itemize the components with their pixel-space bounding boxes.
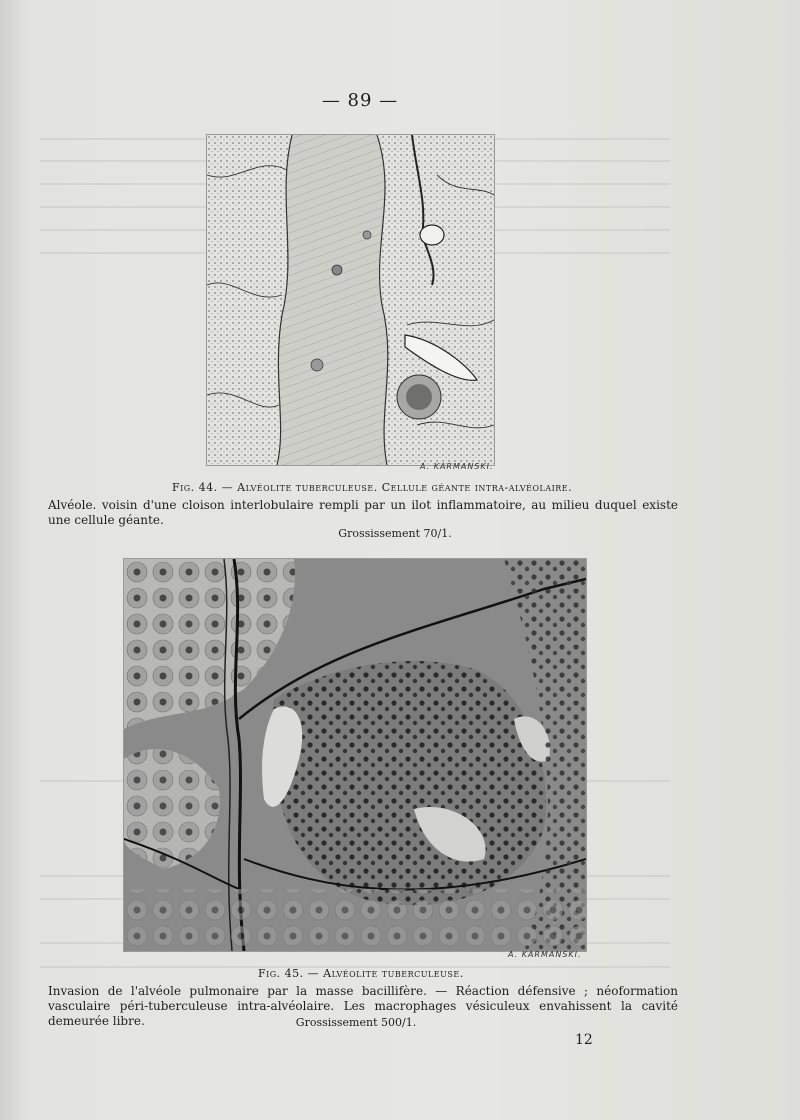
- fig45-label: Fig. 45. —: [258, 967, 320, 980]
- fig44-description: Alvéole. voisin d'une cloison interlobulaire rempli par un ilot inflammatoire, au milieu duquel existe une cellule géante.: [48, 498, 678, 527]
- fig45-description: Invasion de l'alvéole pulmonaire par la masse bacillifère. — Réaction défensive ; néoformation vasculaire péri-tuberculeuse intra-alvéolaire. Les macrophages vésiculeux envahissent la cavité demeurée libre.: [48, 984, 678, 1028]
- fig44-caption-title: [172, 481, 572, 494]
- fig44-illustration: [206, 134, 495, 466]
- fig44-title: Alvéolite tuberculeuse. Cellule géante intra-alvéolaire.: [237, 481, 573, 494]
- page-number: — 89 —: [321, 90, 399, 111]
- fig45-title: Alvéolite tuberculeuse.: [323, 967, 464, 980]
- fig44-drawing: [207, 135, 494, 465]
- fig44-artist-signature: A. KARMANSKI.: [420, 462, 494, 471]
- fig45-illustration: [123, 558, 587, 952]
- fig44-magnification: Grossissement 70/1.: [338, 527, 452, 540]
- fig45-drawing: [124, 559, 586, 951]
- fig45-magnification: Grossissement 500/1.: [295, 1016, 417, 1029]
- printer-signature-mark: 12: [575, 1032, 593, 1048]
- fig45-caption-title: [258, 967, 464, 980]
- fig44-label: Fig. 44. —: [172, 481, 234, 494]
- fig45-artist-signature: A. KARMANSKI.: [508, 950, 582, 959]
